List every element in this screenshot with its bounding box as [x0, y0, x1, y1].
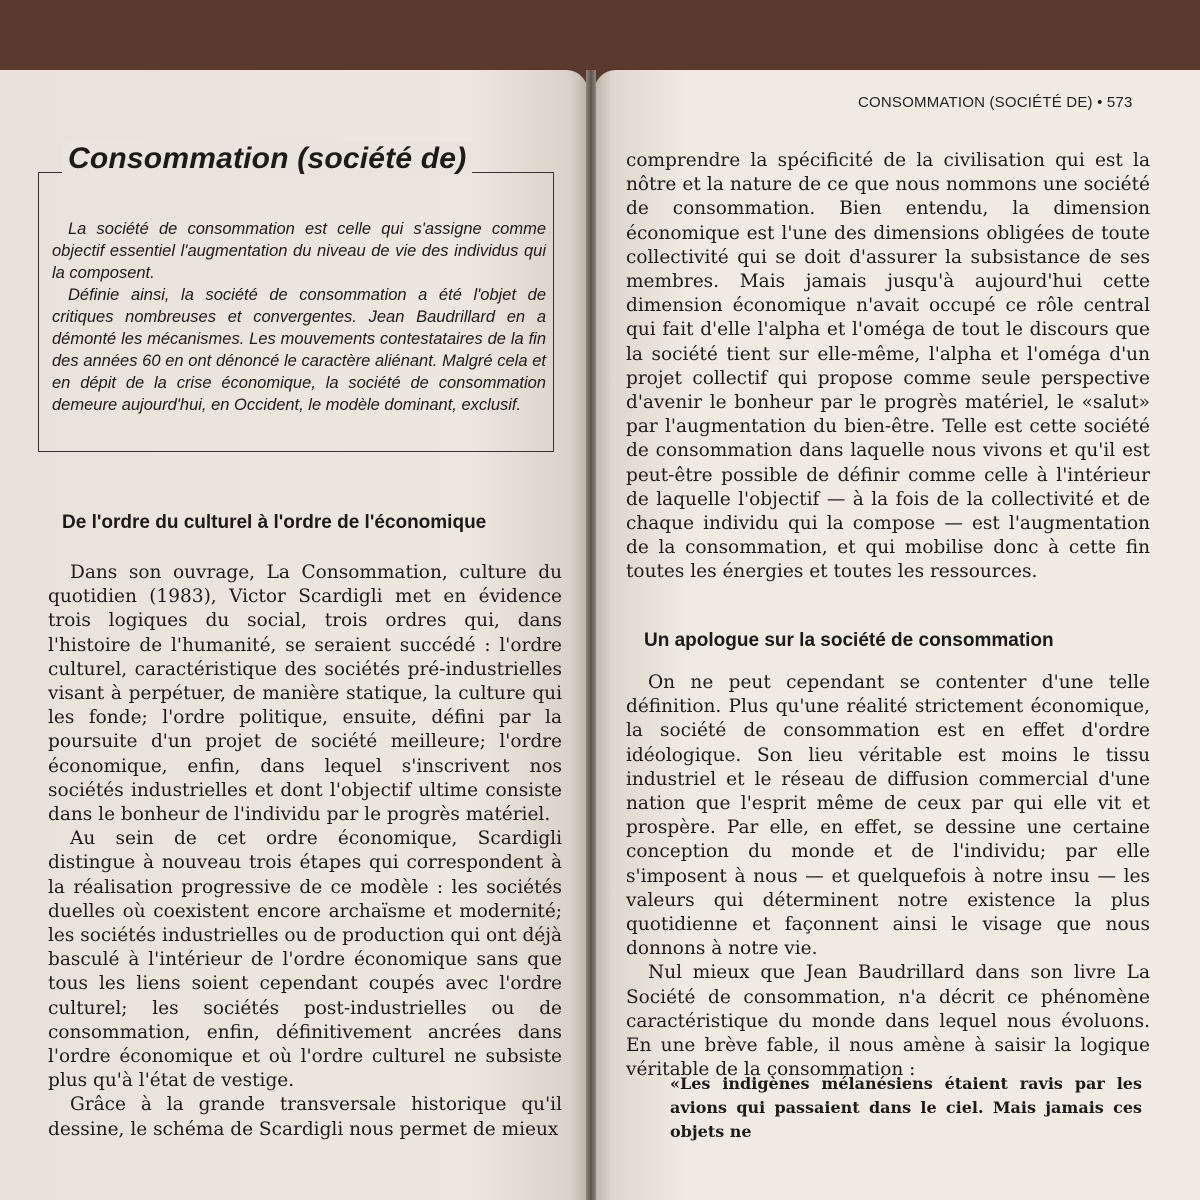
- entry-title: Consommation (société de): [62, 142, 472, 176]
- body-paragraph: Dans son ouvrage, La Consommation, culture du quotidien (1983), Victor Scardigli met en évidence trois logiques du social, trois ordres qui, dans l'histoire de l'humanité, se seraient succédé : l'ordre culturel, caractéristique des sociétés pré-industrielles visant à perpétuer, de manière statique, la culture qui les fonde; l'ordre politique, ensuite, défini par la poursuite d'un projet de société meilleure; l'ordre économique, enfin, dans lequel s'inscrivent nos sociétés industrielles et dont l'objectif ultime consiste dans le bonheur de l'individu par le progrès matériel.: [48, 562, 562, 826]
- right-body-text-bottom: [626, 671, 1150, 1082]
- definition-text: [52, 218, 546, 416]
- running-head: CONSOMMATION (SOCIÉTÉ DE) • 573: [858, 94, 1133, 111]
- section-heading: De l'ordre du culturel à l'ordre de l'économique: [62, 512, 487, 533]
- right-body-text-top: [626, 149, 1150, 585]
- definition-paragraph: Définie ainsi, la société de consommation a été l'objet de critiques nombreuses et convergentes. Jean Baudrillard en a démonté les mécanismes. Les mouvements contestataires de la fin des années 60 en ont dénoncé le caractère aliénant. Malgré cela et en dépit de la crise économique, la société de consommation demeure aujourd'hui, en Occident, le modèle dominant, exclusif.: [52, 286, 546, 414]
- body-paragraph: Au sein de cet ordre économique, Scardigli distingue à nouveau trois étapes qui correspondent à la réalisation progressive de ce modèle : les sociétés duelles où coexistent encore archaïsme et modernité; les sociétés industrielles ou de production qui ont déjà basculé à l'intérieur de l'ordre économique sans que tous les liens soient cependant coupés avec l'ordre culturel; les sociétés post-industrielles ou de consommation, enfin, définitivement ancrées dans l'ordre économique et où l'ordre culturel ne subsiste plus qu'à l'état de vestige.: [48, 828, 562, 1092]
- body-paragraph: On ne peut cependant se contenter d'une telle définition. Plus qu'une réalité strictement économique, la société de consommation est en effet d'ordre idéologique. Son lieu véritable est moins le tissu industriel et le réseau de diffusion commercial d'une nation que l'esprit même de ceux par qui elle vit et prospère. Par elle, en effet, se dessine une certaine conception du monde et de l'individu; par elle s'imposent à nous — et quelquefois à notre insu — les valeurs qui déterminent notre existence la plus quotidienne et façonnent ainsi le visage que nous donnons à notre vie.: [626, 672, 1150, 960]
- body-paragraph: Nul mieux que Jean Baudrillard dans son livre La Société de consommation, n'a décrit ce phénomène caractéristique du monde dans lequel nous évoluons. En une brève fable, il nous amène à saisir la logique véritable de la consommation :: [626, 962, 1150, 1081]
- book-spine: [586, 70, 596, 1200]
- quote-text: «Les indigènes mélanésiens étaient ravis par les avions qui passaient dans le ciel. Mais jamais ces objets ne: [670, 1074, 1142, 1141]
- body-paragraph: comprendre la spécificité de la civilisation qui est la nôtre et la nature de ce que nous nommons une société de consommation. Bien entendu, la dimension économique est l'une des dimensions obligées de toute collectivité qui se doit d'assurer la subsistance de ses membres. Mais jamais jusqu'à aujourd'hui cette dimension économique n'avait occupé ce rôle central qui fait d'elle l'alpha et l'oméga de tout le discours que la société tient sur elle-même, l'alpha et l'oméga d'un projet collectif qui propose comme seule perspective d'avenir le bonheur par le progrès matériel, le «salut» par l'augmentation du bien-être. Telle est cette société de consommation dans laquelle nous vivons et qu'il est peut-être possible de définir comme celle à l'intérieur de laquelle l'objectif — à la fois de la collectivité et de chaque individu qui la compose — est l'augmentation de la consommation, et qui mobilise donc à cette fin toutes les énergies et toutes les ressources.: [626, 150, 1150, 583]
- block-quote: [670, 1072, 1142, 1144]
- section-heading: Un apologue sur la société de consommation: [644, 630, 1054, 651]
- left-body-text: [48, 561, 562, 1142]
- definition-paragraph: La société de consommation est celle qui s'assigne comme objectif essentiel l'augmentation du niveau de vie des individus qui la composent.: [52, 220, 546, 282]
- body-paragraph: Grâce à la grande transversale historique qu'il dessine, le schéma de Scardigli nous permet de mieux: [48, 1094, 562, 1140]
